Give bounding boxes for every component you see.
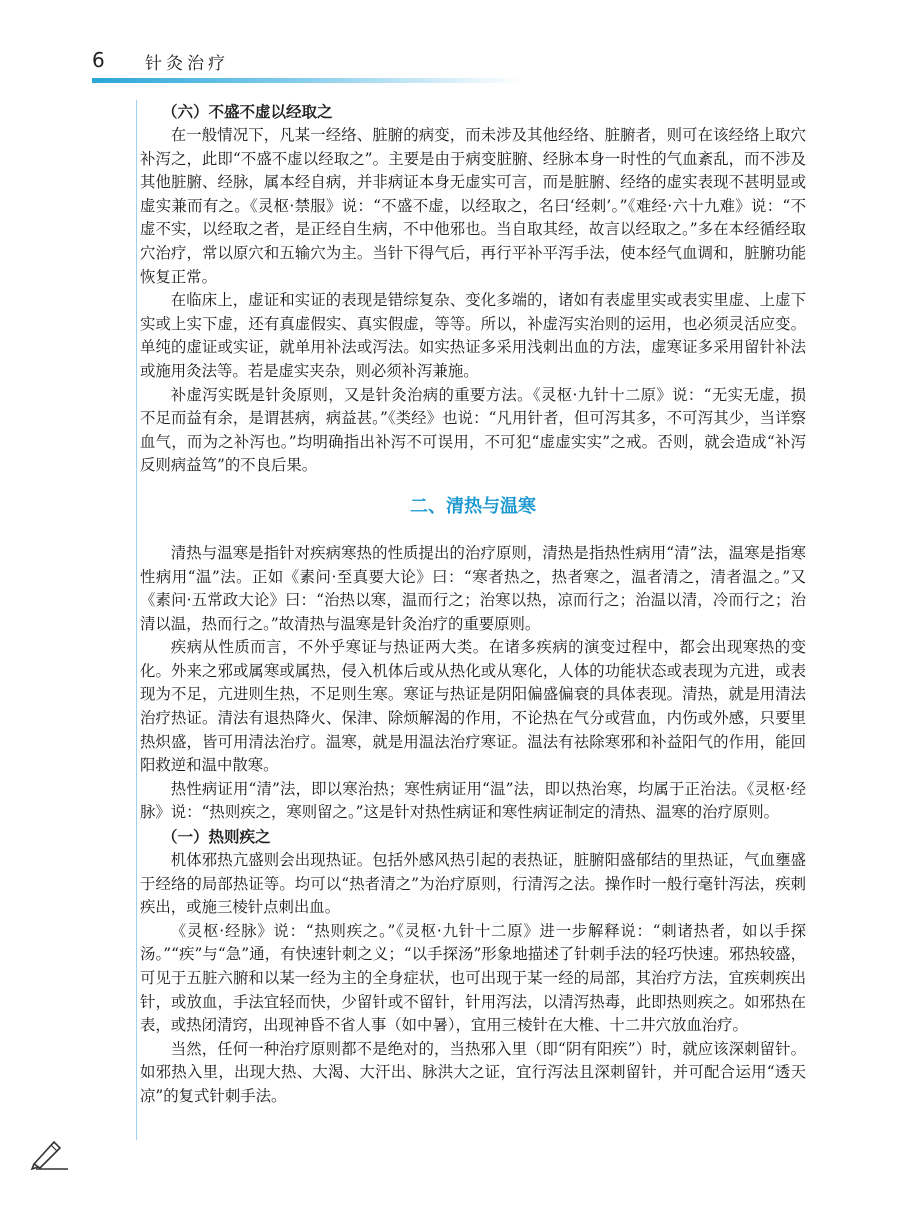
paragraph: 在临床上，虚证和实证的表现是错综复杂、变化多端的，诸如有表虚里实或表实里虚、上虚下实或上实下虚，还有真虚假实、真实假虚，等等。所以，补虚泻实治则的运用，也必须灵活应变。单纯的虚证或实证，就单用补法或泻法。如实热证多采用浅刺出血的方法，虚寒证多采用留针补法或施用灸法等。若是虚实夹杂，则必须补泻兼施。 — [140, 291, 806, 380]
section-title: 二、清热与温寒 — [410, 495, 536, 517]
page-header — [0, 0, 900, 90]
page-body — [140, 100, 806, 1109]
subsection-title: （一）热则疾之 — [162, 828, 271, 847]
paragraph: 补虚泻实既是针灸原则，又是针灸治病的重要方法。《灵枢·九针十二原》说：“无实无虚，损不足而益有余，是谓甚病，病益甚。”《类经》也说：“凡用针者，但可泻其多，不可泻其少，当详察血气，而为之补泻也。”均明确指出补泻不可误用，不可犯“虚虚实实”之戒。否则，就会造成“补泻反则病益笃”的不良后果。 — [140, 385, 806, 475]
paragraph: 当然，任何一种治疗原则都不是绝对的，当热邪入里（即“阴有阳疾”）时，就应该深刺留针。如邪热入里，出现大热、大渴、大汗出、脉洪大之证，宜行泻法且深刺留针，并可配合运用“透天凉”的复式针刺手法。 — [140, 1039, 806, 1105]
pen-icon — [30, 1136, 70, 1170]
paragraph: 机体邪热亢盛则会出现热证。包括外感风热引起的表热证，脏腑阳盛郁结的里热证，气血壅盛于经络的局部热证等。均可以“热者清之”为治疗原则，行清泻之法。操作时一般行毫针泻法，疾刺疾出，或施三棱针点刺出血。 — [140, 851, 806, 917]
header-rule — [92, 78, 522, 83]
running-title: 针灸治疗 — [145, 54, 229, 74]
margin-rule — [136, 100, 137, 1140]
page-number: 6 — [92, 48, 105, 72]
paragraph: 疾病从性质而言，不外乎寒证与热证两大类。在诸多疾病的演变过程中，都会出现寒热的变化。外来之邪或属寒或属热，侵入机体后或从热化或从寒化，人体的功能状态或表现为亢进，或表现为不足，亢进则生热，不足则生寒。寒证与热证是阴阳偏盛偏衰的具体表现。清热，就是用清法治疗热证。清法有退热降火、保津、除烦解渴的作用，不论热在气分或营血，内伤或外感，只要里热炽盛，皆可用清法治疗。温寒，就是用温法治疗寒证。温法有祛除寒邪和补益阳气的作用，能回阳救逆和温中散寒。 — [140, 638, 806, 775]
paragraph: 在一般情况下，凡某一经络、脏腑的病变，而未涉及其他经络、脏腑者，则可在该经络上取穴补泻之，此即“不盛不虚以经取之”。主要是由于病变脏腑、经脉本身一时性的气血紊乱，而不涉及其他脏腑、经脉，属本经自病，并非病证本身无虚实可言，而是脏腑、经络的虚实表现不甚明显或虚实兼而有之。《灵枢·禁服》说：“不盛不虚，以经取之，名曰‘经刺’。”《难经·六十九难》说：“不虚不实，以经取之者，是正经自生病，不中他邪也。当自取其经，故言以经取之。”多在本经循经取穴治疗，常以原穴和五输穴为主。当针下得气后，再行平补平泻手法，使本经气血调和，脏腑功能恢复正常。 — [140, 126, 806, 286]
paragraph: 清热与温寒是指针对疾病寒热的性质提出的治疗原则，清热是指热性病用“清”法，温寒是指寒性病用“温”法。正如《素问·至真要大论》曰：“寒者热之，热者寒之，温者清之，清者温之。”又《素问·五常政大论》曰：“治热以寒，温而行之；治寒以热，凉而行之；治温以清，冷而行之；治清以温，热而行之。”故清热与温寒是针灸治疗的重要原则。 — [140, 543, 806, 633]
paragraph: 热性病证用“清”法，即以寒治热；寒性病证用“温”法，即以热治寒，均属于正治法。《灵枢·经脉》说：“热则疾之，寒则留之。”这是针对热性病证和寒性病证制定的清热、温寒的治疗原则。 — [140, 779, 806, 822]
paragraph: 《灵枢·经脉》说：“热则疾之。”《灵枢·九针十二原》进一步解释说：“刺诸热者，如以手探汤。”“疾”与“急”通，有快速针刺之义；“以手探汤”形象地描述了针刺手法的轻巧快速。邪热较盛，可见于五脏六腑和以某一经为主的全身症状，也可出现于某一经的局部，其治疗方法，宜疾刺疾出针，或放血，手法宜轻而快，少留针或不留针，针用泻法，以清泻热毒，此即热则疾之。如邪热在表，或热闭清窍，出现神昏不省人事（如中暑），宜用三棱针在大椎、十二井穴放血治疗。 — [140, 921, 806, 1035]
subsection-title: （六）不盛不虚以经取之 — [162, 103, 333, 121]
